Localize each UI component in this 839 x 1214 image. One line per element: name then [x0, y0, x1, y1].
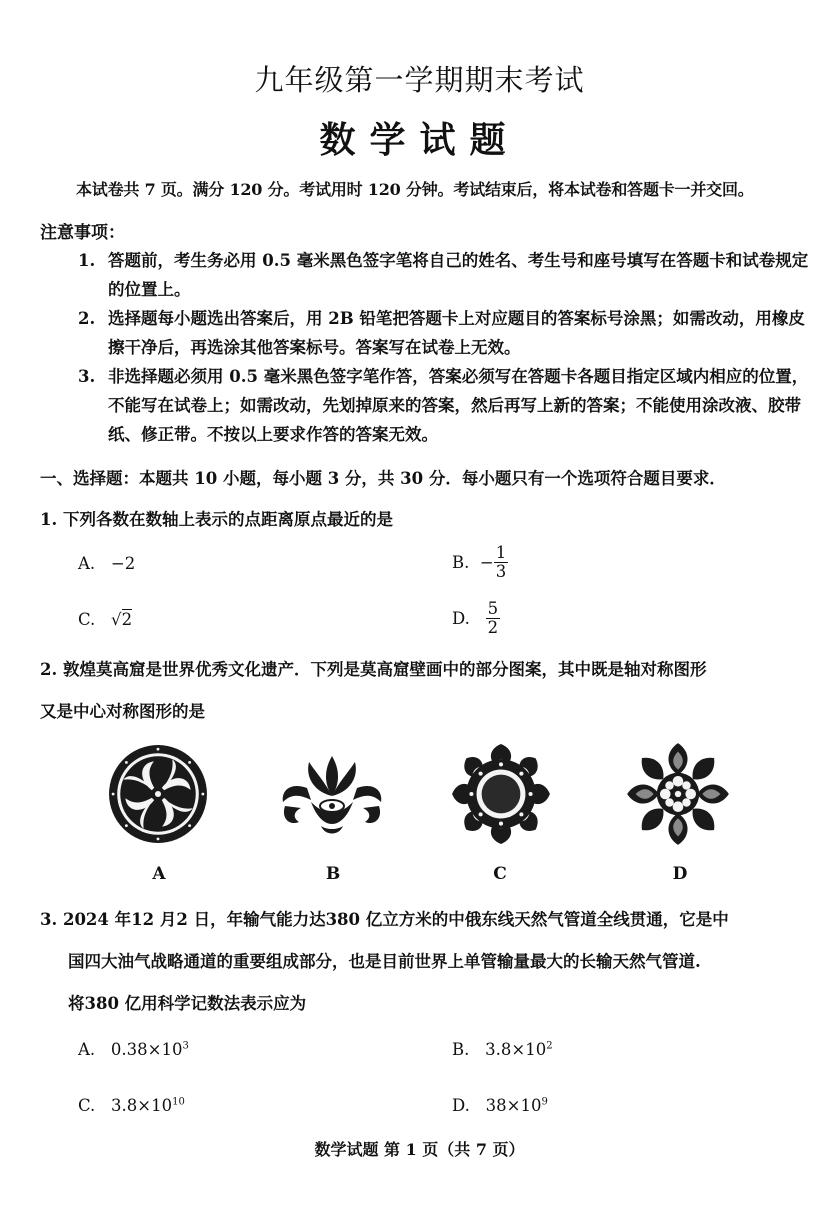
option-exponent: 2: [546, 1040, 553, 1052]
q3-option-a: [78, 1040, 189, 1059]
option-label: B.: [452, 1040, 470, 1059]
page-footer: 数学试题 第 1 页（共 7 页）: [314, 1140, 525, 1159]
note-text: 答题前，考生务必用 0.5 毫米黑色签字笔将自己的姓名、考生号和座号填写在答题卡和试卷规定的位置上。: [108, 251, 809, 299]
radical-sign: √: [111, 610, 122, 629]
fraction-denominator: 3: [495, 562, 507, 581]
exam-title: 九年级第一学期期末考试: [254, 63, 585, 97]
question-2-stem-line2: 又是中心对称图形的是: [40, 702, 205, 721]
option-base: 3.8×10: [111, 1096, 173, 1115]
note-number: 3.: [78, 367, 96, 386]
option-label: B.: [452, 553, 470, 572]
figure-label-a: A: [152, 864, 166, 884]
note-number: 1.: [78, 251, 96, 270]
option-base: 0.38×10: [110, 1040, 183, 1059]
motif-d-eight-petal-flower: [625, 741, 731, 847]
question-2-stem-line1: 2. 敦煌莫高窟是世界优秀文化遗产．下列是莫高窟壁画中的部分图案，其中既是轴对称图形: [40, 660, 707, 679]
option-label: D.: [452, 1096, 470, 1115]
q3-option-b: [452, 1040, 553, 1059]
subject-title: 数学试题: [319, 119, 520, 161]
option-label: C.: [78, 610, 96, 629]
exam-intro: 本试卷共 7 页。满分 120 分。考试用时 120 分钟。考试结束后，将本试卷和答题卡一并交回。: [76, 180, 754, 199]
figure-label-d: D: [672, 864, 688, 884]
option-exponent: 9: [541, 1096, 548, 1108]
note-text: 选择题每小题选出答案后，用 2B 铅笔把答题卡上对应题目的答案标号涂黑；如需改动，用橡皮擦干净后，再选涂其他答案标号。答案写在试卷上无效。: [108, 309, 805, 357]
option-base: 38×10: [485, 1096, 542, 1115]
option-label: A.: [78, 554, 96, 573]
q3-option-c: [78, 1096, 185, 1115]
fraction-numerator: 5: [487, 599, 499, 618]
fraction: [494, 544, 509, 581]
figure-label-b: B: [325, 864, 341, 884]
note-number: 2.: [78, 309, 96, 328]
q1-option-b: [452, 544, 508, 581]
question-3-stem-line2: 国四大油气战略通道的重要组成部分，也是目前世界上单管输量最大的长输天然气管道.: [68, 952, 701, 971]
section-heading: 一、选择题：本题共 10 小题，每小题 3 分，共 30 分．每小题只有一个选项符合题目要求．: [40, 469, 726, 488]
q1-option-d: [452, 600, 500, 637]
figure-label-c: C: [493, 864, 507, 884]
q1-option-c: [78, 610, 132, 629]
motif-a-pinwheel-medallion: [107, 743, 209, 845]
notes-heading: 注意事项：: [40, 223, 125, 243]
option-label: A.: [78, 1040, 96, 1059]
option-label: D.: [452, 609, 470, 628]
fraction-denominator: 2: [487, 618, 499, 637]
motif-c-ring-medallion: [450, 742, 552, 846]
option-sign: −: [479, 553, 494, 572]
option-label: C.: [78, 1096, 96, 1115]
note-text: 非选择题必须用 0.5 毫米黑色签字笔作答，答案必须写在答题卡各题目指定区域内相应的位置，不能写在试卷上；如需改动，先划掉原来的答案，然后再写上新的答案；不能使用涂改液、胶带纸、修正带。不按以上要求作答的答案无效。: [108, 367, 809, 444]
question-1-stem: 1. 下列各数在数轴上表示的点距离原点最近的是: [40, 510, 393, 529]
fraction: [486, 600, 501, 637]
option-value: −2: [110, 554, 136, 573]
fraction-numerator: 1: [495, 543, 507, 562]
question-3-stem-line1: 3. 2024 年12 月2 日，年输气能力达380 亿立方米的中俄东线天然气管道全线贯通，它是中: [40, 910, 729, 929]
option-exponent: 3: [182, 1040, 189, 1052]
option-exponent: 10: [172, 1096, 185, 1108]
motif-b-lotus-flower: [277, 748, 387, 844]
q1-option-a: [78, 554, 135, 573]
option-value: 2: [121, 610, 133, 629]
option-base: 3.8×10: [485, 1040, 547, 1059]
question-3-stem-line3: 将380 亿用科学记数法表示应为: [68, 994, 307, 1013]
q3-option-d: [452, 1096, 548, 1115]
